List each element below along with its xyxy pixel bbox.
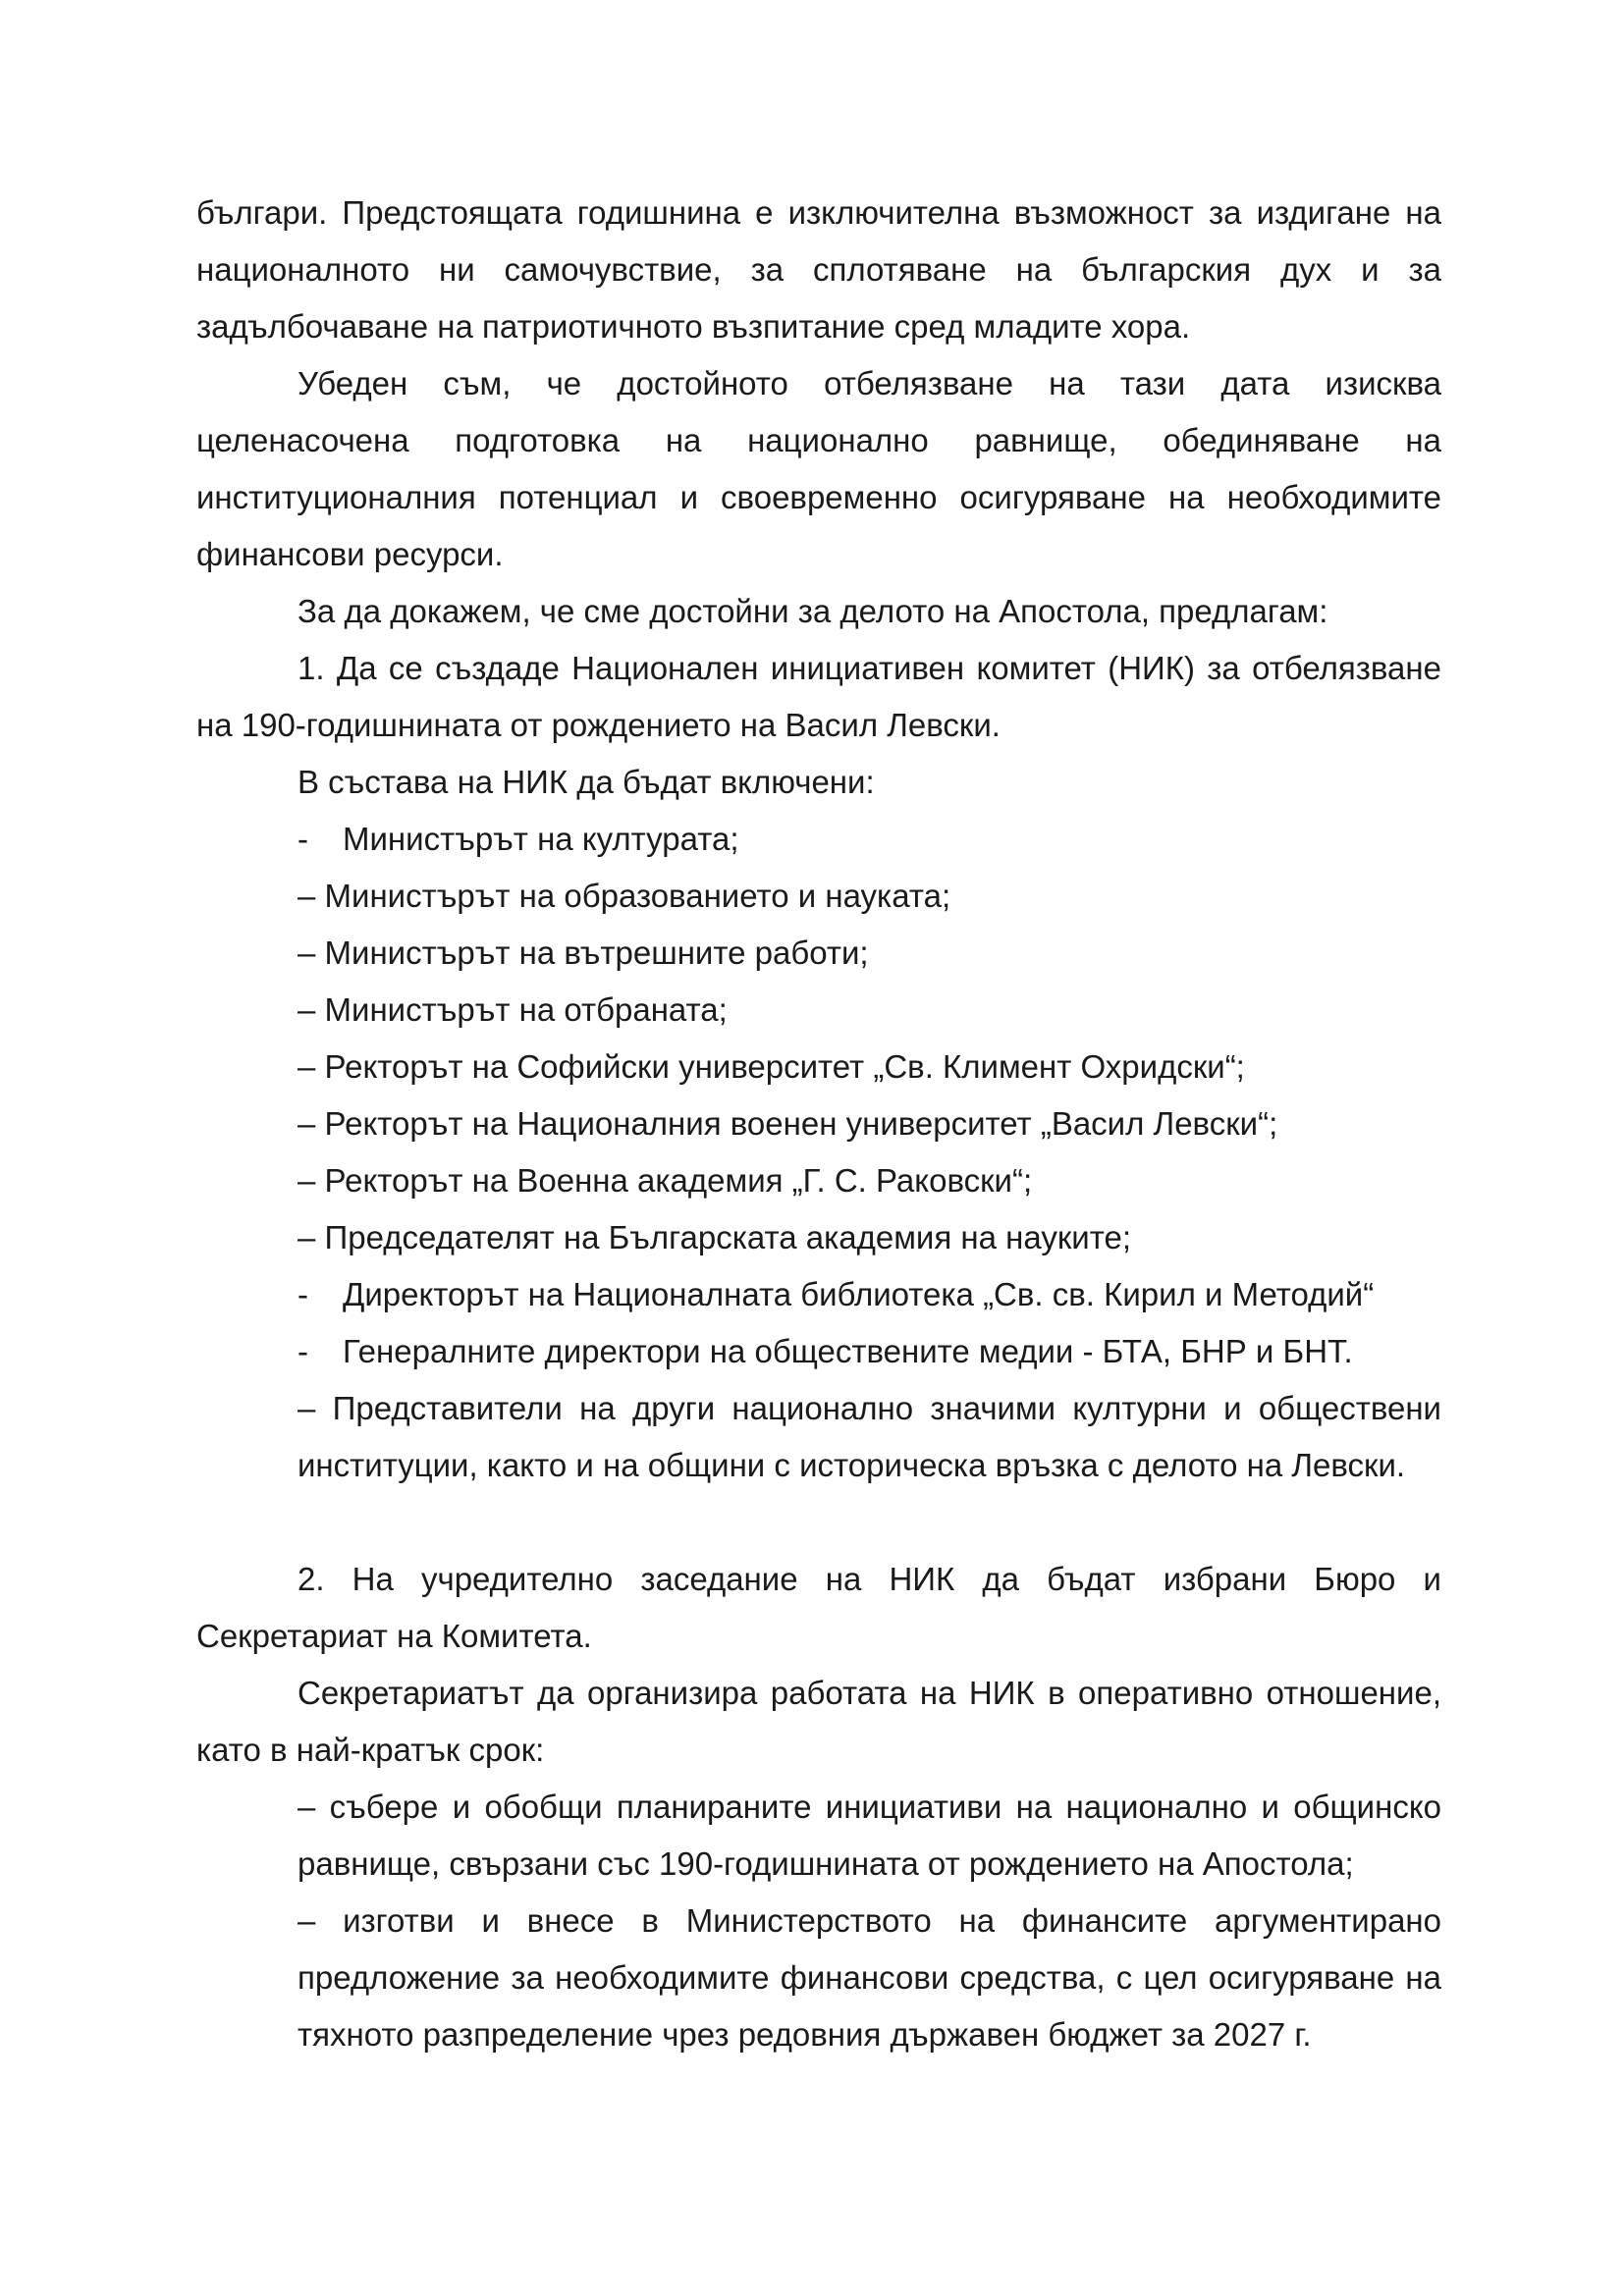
paragraph-point-1: 1. Да се създаде Национален инициативен комитет (НИК) за отбелязване на 190-годишнината от рождението на Васил Левски. <box>196 650 1441 743</box>
secretariat-task: – изготви и внесе в Министерството на финансите аргументирано предложение за необходимите финансови средства, с цел осигуряване на тяхното разпределение чрез редовния държавен бюджет за 2027 г. <box>298 1902 1441 2053</box>
list-item-text: Министърът на културата; <box>343 821 739 857</box>
list-item-text: Председателят на Българската академия на науките; <box>315 1219 1131 1255</box>
list-dash: – <box>298 934 316 971</box>
secretariat-task: – събере и обобщи планираните инициативи на национално и общинско равнище, свързани със 190-годишнината от рождението на Апостола; <box>298 1789 1441 1882</box>
list-dash: – <box>298 1048 316 1085</box>
list-item <box>196 1209 1441 1266</box>
paragraph-secretariat: Секретариатът да организира работата на НИК в оперативно отношение, като в най-кратък срок: <box>196 1675 1441 1768</box>
list-dash: – <box>298 1219 316 1255</box>
paragraph-conviction: Убеден съм, че достойното отбелязване на тази дата изисква целенасочена подготовка на национално равнище, обединяване на институционалния потенциал и своевременно осигуряване на необходимите финансови ресурси. <box>196 365 1441 572</box>
list-item-text: Министърът на отбраната; <box>315 991 728 1028</box>
list-dash: - <box>298 821 308 857</box>
list-dash: – <box>298 991 316 1028</box>
list-item <box>196 1266 1441 1323</box>
paragraph-committee-members-lead: В състава на НИК да бъдат включени: <box>298 764 875 800</box>
list-dash: – <box>298 1390 316 1426</box>
list-item <box>196 811 1441 868</box>
list-dash: - <box>298 1333 308 1369</box>
list-dash: - <box>298 1276 308 1312</box>
list-item-text: Представители на други национално значими културни и обществени институции, както и на общини с историческа връзка с делото на Левски. <box>298 1390 1441 1483</box>
list-item-text: Министърът на образованието и науката; <box>315 878 951 914</box>
list-item <box>196 982 1441 1039</box>
paragraph-spacer <box>196 1494 1441 1551</box>
paragraph-proposal-lead: За да докажем, че сме достойни за делото на Апостола, предлагам: <box>298 593 1328 629</box>
paragraph-intro-continuation: българи. Предстоящата годишнина е изключителна възможност за издигане на националното ни самочувствие, за сплотяване на българския дух и за задълбочаване на патриотичното възпитание сред младите хора. <box>196 194 1441 345</box>
list-item-text: Министърът на вътрешните работи; <box>315 934 869 971</box>
document-page <box>196 185 1441 2063</box>
list-item-text: Ректорът на Софийски университет „Св. Климент Охридски“; <box>315 1048 1245 1085</box>
list-dash: – <box>298 1162 316 1199</box>
list-dash: – <box>298 1105 316 1142</box>
list-item <box>196 1380 1441 1494</box>
list-item <box>196 868 1441 925</box>
list-item <box>196 1039 1441 1095</box>
list-item <box>196 1323 1441 1380</box>
list-item-text: Директорът на Националната библиотека „Св. св. Кирил и Методий“ <box>343 1276 1375 1312</box>
list-item <box>196 1095 1441 1152</box>
list-item-text: Ректорът на Националния военен университет „Васил Левски“; <box>315 1105 1278 1142</box>
paragraph-point-2: 2. На учредително заседание на НИК да бъдат избрани Бюро и Секретариат на Комитета. <box>196 1561 1441 1654</box>
list-dash: – <box>298 878 316 914</box>
list-item <box>196 925 1441 982</box>
list-item <box>196 1152 1441 1209</box>
committee-members-list <box>196 811 1441 1494</box>
list-item-text: Ректорът на Военна академия „Г. С. Раковски“; <box>315 1162 1033 1199</box>
list-item-text: Генералните директори на обществените медии - БТА, БНР и БНТ. <box>343 1333 1353 1369</box>
